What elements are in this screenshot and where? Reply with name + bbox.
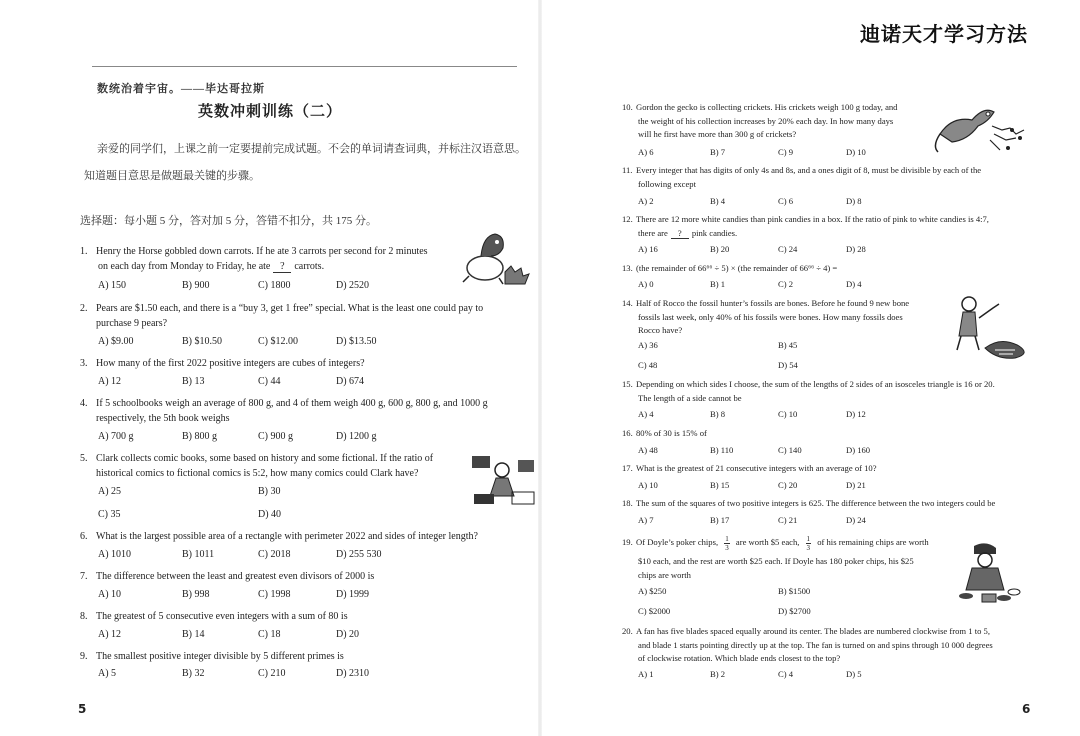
option-a: A) 0 bbox=[638, 279, 654, 289]
question-text: Henry the Horse gobbled down carrots. If he ate 3 carrots per second for 2 minutes bbox=[96, 246, 428, 257]
page-title: 英数冲刺训练（二） bbox=[197, 104, 342, 120]
option-a: A) 36 bbox=[638, 340, 658, 350]
question-2 bbox=[80, 301, 520, 331]
option-d: D) 12 bbox=[846, 409, 866, 419]
question-text: Gordon the gecko is collecting crickets. His crickets weigh 100 g today, and bbox=[636, 102, 898, 112]
option-d: D) 40 bbox=[258, 509, 282, 520]
quote: 数统治着宇宙。——毕达哥拉斯 bbox=[97, 83, 265, 95]
option-d: D) 20 bbox=[336, 629, 360, 640]
question-6 bbox=[80, 529, 520, 544]
option-a: A) 1 bbox=[638, 669, 654, 679]
option-d: D) 674 bbox=[336, 376, 365, 387]
option-c: C) 35 bbox=[98, 509, 121, 520]
scoring-instructions: 选择题：每小题 5 分，答对加 5 分，答错不扣分，共 175 分。 bbox=[80, 215, 377, 227]
option-c: C) $2000 bbox=[638, 606, 671, 616]
question-text: will he first have more than 300 g of crickets? bbox=[638, 129, 797, 139]
question-text: following except bbox=[638, 178, 696, 189]
option-a: A) 12 bbox=[98, 376, 122, 387]
question-number: 12. bbox=[622, 214, 633, 224]
question-number: 2. bbox=[80, 303, 88, 314]
question-number: 1. bbox=[80, 246, 88, 257]
option-d: D) 24 bbox=[846, 515, 866, 525]
gecko-illustration bbox=[932, 96, 1032, 156]
question-9 bbox=[80, 649, 520, 664]
fraction-denominator: 3 bbox=[806, 543, 811, 552]
question-11 bbox=[622, 164, 1040, 191]
fraction-numerator: 1 bbox=[725, 534, 729, 543]
question-4 bbox=[80, 396, 520, 426]
question-text: Rocco have? bbox=[638, 325, 683, 335]
question-number: 7. bbox=[80, 571, 88, 582]
option-c: C) 4 bbox=[778, 669, 794, 679]
header-rule bbox=[92, 66, 517, 67]
question-5 bbox=[80, 451, 460, 481]
right-page bbox=[540, 0, 1080, 736]
question-number: 17. bbox=[622, 463, 633, 473]
option-c: C) $12.00 bbox=[258, 336, 298, 347]
option-c: C) 44 bbox=[258, 376, 281, 387]
question-text: Depending on which sides I choose, the sum of the lengths of 2 sides of an isosceles triangle is 16 or 20. bbox=[636, 379, 995, 389]
question-3 bbox=[80, 356, 520, 371]
option-c: C) 2 bbox=[778, 279, 794, 289]
brand-title: 迪诺天才学习方法 bbox=[860, 22, 1028, 46]
option-b: B) $1500 bbox=[778, 586, 811, 596]
intro-line-2: 知道题目意思是做题最关键的步骤。 bbox=[84, 170, 260, 182]
question-18 bbox=[622, 497, 1040, 511]
option-a: A) 10 bbox=[98, 589, 122, 600]
question-text: What is the greatest of 21 consecutive integers with an average of 10? bbox=[636, 463, 877, 473]
question-text: fossils last week, only 40% of his fossils were bones. How many fossils does bbox=[638, 311, 903, 322]
option-a: A) 1010 bbox=[98, 549, 132, 560]
question-number: 11. bbox=[622, 165, 633, 175]
question-12 bbox=[622, 213, 1040, 240]
question-1 bbox=[80, 244, 460, 274]
option-b: B) 1 bbox=[710, 279, 726, 289]
option-c: C) 1998 bbox=[258, 589, 291, 600]
option-d: D) 2310 bbox=[336, 668, 370, 679]
option-a: A) 7 bbox=[638, 515, 654, 525]
question-text: Half of Rocco the fossil hunter’s fossils are bones. Before he found 9 new bone bbox=[636, 298, 910, 308]
option-d: D) $2700 bbox=[778, 606, 811, 616]
question-text: the weight of his collection increases by 20% each day. In how many days bbox=[638, 115, 894, 126]
option-a: A) 2 bbox=[638, 196, 654, 206]
option-c: C) 18 bbox=[258, 629, 281, 640]
question-text: Every integer that has digits of only 4s and 8s, and a ones digit of 8, must be divisible by each of the bbox=[636, 165, 982, 175]
option-d: D) $13.50 bbox=[336, 336, 377, 347]
option-a: A) 4 bbox=[638, 409, 654, 419]
option-c: C) 900 g bbox=[258, 431, 293, 442]
option-d: D) 8 bbox=[846, 196, 862, 206]
question-19 bbox=[622, 532, 952, 582]
question-text: on each day from Monday to Friday, he ate bbox=[98, 261, 271, 272]
option-d: D) 1999 bbox=[336, 589, 370, 600]
option-a: A) 16 bbox=[638, 244, 658, 254]
option-a: A) $9.00 bbox=[98, 336, 134, 347]
option-a: A) 10 bbox=[638, 480, 658, 490]
option-a: A) 25 bbox=[98, 486, 122, 497]
question-number: 5. bbox=[80, 453, 88, 464]
option-b: B) 15 bbox=[710, 480, 730, 490]
option-a: A) 6 bbox=[638, 147, 654, 157]
option-a: A) 12 bbox=[98, 629, 122, 640]
question-text: The length of a side cannot be bbox=[638, 392, 742, 403]
option-c: C) 2018 bbox=[258, 549, 291, 560]
question-10 bbox=[622, 101, 932, 142]
option-d: D) 1200 g bbox=[336, 431, 377, 442]
option-a: A) 48 bbox=[638, 445, 658, 455]
option-c: C) 20 bbox=[778, 480, 798, 490]
page-number-right: 6 bbox=[1022, 702, 1031, 716]
option-c: C) 24 bbox=[778, 244, 798, 254]
option-b: B) 2 bbox=[710, 669, 726, 679]
option-a: A) 700 g bbox=[98, 431, 134, 442]
fossil-hunter-illustration bbox=[945, 292, 1035, 362]
question-text: Of Doyle’s poker chips, bbox=[636, 537, 719, 547]
question-text: What is the largest possible area of a rectangle with perimeter 2022 and sides of integer length? bbox=[96, 531, 478, 542]
option-c: C) 21 bbox=[778, 515, 798, 525]
question-text: The greatest of 5 consecutive even integers with a sum of 80 is bbox=[96, 611, 348, 622]
question-text: The sum of the squares of two positive integers is 625. The difference between the two integers could be bbox=[636, 498, 996, 508]
option-c: C) 9 bbox=[778, 147, 794, 157]
option-b: B) 32 bbox=[182, 668, 205, 679]
question-text: and blade 1 starts pointing directly up at the top. The fan is turned on and spins through 10 000 degrees bbox=[638, 639, 993, 650]
option-b: B) 4 bbox=[710, 196, 726, 206]
question-text: there are bbox=[638, 227, 668, 238]
question-text: $10 each, and the rest are worth $25 each. If Doyle has 180 poker chips, his $25 bbox=[638, 556, 914, 566]
option-b: B) 900 bbox=[182, 280, 210, 291]
option-b: B) 14 bbox=[182, 629, 205, 640]
question-text: (the remainder of 66⁶⁶ ÷ 5) × (the remainder of 66⁶⁶ ÷ 4) = bbox=[636, 263, 838, 273]
question-number: 10. bbox=[622, 102, 633, 112]
option-a: A) $250 bbox=[638, 586, 667, 596]
question-text: of clockwise rotation. Which blade ends closest to the top? bbox=[638, 653, 841, 663]
question-number: 6. bbox=[80, 531, 88, 542]
option-d: D) 255 530 bbox=[336, 549, 382, 560]
question-number: 18. bbox=[622, 498, 633, 508]
question-number: 13. bbox=[622, 263, 633, 273]
question-7 bbox=[80, 569, 520, 584]
question-8 bbox=[80, 609, 520, 624]
fraction-numerator: 1 bbox=[806, 534, 811, 543]
question-text: There are 12 more white candies than pink candies in a box. If the ratio of pink to white candies is 4:7, bbox=[636, 214, 989, 224]
fraction-denominator: 3 bbox=[725, 543, 729, 552]
question-text: historical comics to fictional comics is 5:2, how many comics could Clark have? bbox=[96, 468, 419, 479]
fraction-one-third bbox=[806, 535, 812, 552]
question-text: are worth $5 each, bbox=[735, 537, 800, 547]
option-c: C) 6 bbox=[778, 196, 794, 206]
question-number: 3. bbox=[80, 358, 88, 369]
question-text: Clark collects comic books, some based on history and some fictional. If the ratio of bbox=[96, 453, 434, 464]
option-d: D) 28 bbox=[846, 244, 866, 254]
option-b: B) 13 bbox=[182, 376, 205, 387]
option-b: B) 20 bbox=[710, 244, 730, 254]
question-number: 16. bbox=[622, 428, 633, 438]
question-number: 14. bbox=[622, 298, 633, 308]
option-b: B) 45 bbox=[778, 340, 798, 350]
horse-illustration bbox=[455, 226, 535, 286]
answer-blank: ? bbox=[671, 228, 689, 239]
question-number: 20. bbox=[622, 626, 633, 636]
question-number: 4. bbox=[80, 398, 88, 409]
question-number: 15. bbox=[622, 379, 633, 389]
question-text: of his remaining chips are worth bbox=[817, 537, 929, 547]
option-b: B) 8 bbox=[710, 409, 726, 419]
option-c: C) 140 bbox=[778, 445, 802, 455]
question-text: pink candies. bbox=[691, 227, 738, 238]
option-b: B) $10.50 bbox=[182, 336, 222, 347]
question-text: Pears are $1.50 each, and there is a “buy 3, get 1 free” special. What is the least one could pay to bbox=[96, 303, 484, 314]
option-d: D) 54 bbox=[778, 360, 798, 370]
option-c: C) 10 bbox=[778, 409, 798, 419]
question-text: carrots. bbox=[294, 261, 325, 272]
question-text: How many of the first 2022 positive integers are cubes of integers? bbox=[96, 358, 365, 369]
option-b: B) 110 bbox=[710, 445, 734, 455]
question-15 bbox=[622, 378, 1040, 405]
option-b: B) 30 bbox=[258, 486, 281, 497]
option-d: D) 2520 bbox=[336, 280, 370, 291]
question-text: If 5 schoolbooks weigh an average of 800 g, and 4 of them weigh 400 g, 600 g, 800 g, and 1000 g bbox=[96, 398, 488, 409]
question-13 bbox=[622, 262, 1040, 276]
question-text: purchase 9 pears? bbox=[96, 318, 168, 329]
question-text: 80% of 30 is 15% of bbox=[636, 428, 707, 438]
option-c: C) 1800 bbox=[258, 280, 291, 291]
fraction-one-third bbox=[724, 535, 730, 552]
answer-blank: ? bbox=[273, 262, 291, 273]
page-number-left: 5 bbox=[78, 702, 87, 716]
question-16 bbox=[622, 427, 1040, 441]
option-d: D) 160 bbox=[846, 445, 871, 455]
option-d: D) 4 bbox=[846, 279, 862, 289]
option-d: D) 10 bbox=[846, 147, 866, 157]
question-20 bbox=[622, 625, 1040, 666]
intro-line-1: 亲爱的同学们，上课之前一定要提前完成试题。不会的单词请查词典，并标注汉语意思。 bbox=[97, 143, 526, 155]
option-b: B) 1011 bbox=[182, 549, 215, 560]
question-text: respectively, the 5th book weighs bbox=[96, 413, 230, 424]
option-a: A) 150 bbox=[98, 280, 127, 291]
question-14 bbox=[622, 297, 942, 338]
poker-player-illustration bbox=[952, 540, 1032, 606]
question-text: chips are worth bbox=[638, 569, 691, 580]
question-text: The difference between the least and greatest even divisors of 2000 is bbox=[96, 571, 375, 582]
option-a: A) 5 bbox=[98, 668, 117, 679]
question-number: 19. bbox=[622, 537, 633, 547]
question-17 bbox=[622, 462, 1040, 476]
comic-reader-illustration bbox=[468, 452, 540, 510]
question-number: 8. bbox=[80, 611, 88, 622]
option-b: B) 17 bbox=[710, 515, 730, 525]
option-c: C) 48 bbox=[638, 360, 658, 370]
question-text: A fan has five blades spaced equally around its center. The blades are numbered clockwise from 1 to 5, bbox=[636, 626, 990, 636]
option-b: B) 998 bbox=[182, 589, 210, 600]
option-b: B) 7 bbox=[710, 147, 726, 157]
option-d: D) 5 bbox=[846, 669, 862, 679]
option-d: D) 21 bbox=[846, 480, 866, 490]
question-text: The smallest positive integer divisible by 5 different primes is bbox=[96, 651, 344, 662]
option-c: C) 210 bbox=[258, 668, 286, 679]
question-number: 9. bbox=[80, 651, 88, 662]
option-b: B) 800 g bbox=[182, 431, 217, 442]
